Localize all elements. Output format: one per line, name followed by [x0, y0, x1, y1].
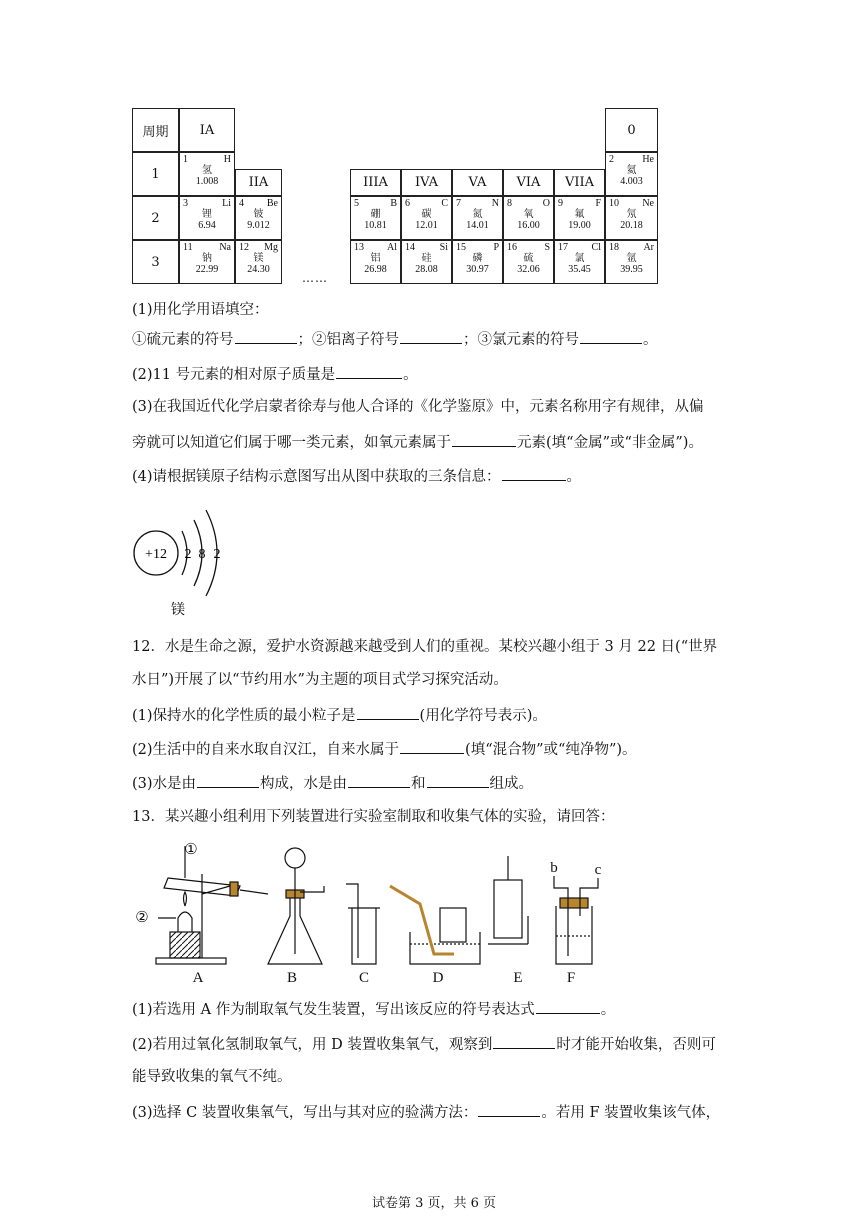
element-symbol: Mg [264, 242, 278, 253]
atomic-mass: 39.95 [620, 264, 643, 275]
period-header: 周期 [132, 108, 179, 152]
q12-part3: (3)水是由 构成，水是由 和 组成。 [132, 773, 533, 794]
group-iiia-header: IIIA [350, 169, 401, 196]
element-cell-c [401, 196, 452, 240]
group-ia-header: IA [179, 108, 235, 152]
atomic-number: 12 [239, 242, 249, 253]
atomic-mass: 35.45 [568, 264, 591, 275]
apparatus-label: A [192, 970, 204, 986]
shell-electrons: 2 [184, 547, 192, 562]
page-footer: 试卷第 3 页，共 6 页 [371, 1196, 497, 1211]
element-name: 硅 [421, 253, 432, 264]
q11-part4: (4)请根据镁原子结构示意图写出从图中获取的三条信息： 。 [132, 466, 581, 487]
apparatus-label: D [432, 970, 444, 986]
q12-part2: (2)生活中的自来水取自汉江，自来水属于 (填“混合物”或“纯净物”)。 [132, 739, 637, 760]
q12-line2: 水日”)开展了以“节约用水”为主题的项目式学习探究活动。 [132, 672, 508, 688]
atomic-number: 14 [405, 242, 415, 253]
group-iva-header: IVA [401, 169, 452, 196]
element-symbol: P [493, 242, 499, 253]
group-viia-header: VIIA [554, 169, 605, 196]
atomic-mass: 26.98 [364, 264, 387, 275]
element-name: 氩 [626, 253, 637, 264]
answer-blank[interactable] [400, 739, 464, 754]
atomic-mass: 10.81 [364, 220, 387, 231]
element-symbol: Li [222, 198, 231, 209]
period-label: 2 [132, 196, 179, 240]
element-cell-mg [235, 240, 282, 284]
element-cell-h [179, 152, 235, 196]
q11-part1: (1)用化学用语填空： [132, 302, 269, 318]
apparatus-marker: ② [135, 910, 149, 926]
apparatus-marker: ① [184, 842, 198, 858]
atomic-number: 15 [456, 242, 466, 253]
element-name: 镁 [253, 253, 264, 264]
atomic-mass: 6.94 [198, 220, 216, 231]
element-name: 氮 [472, 209, 483, 220]
apparatus-label: C [358, 970, 370, 986]
table-ellipsis: …… [302, 271, 328, 285]
period-label: 1 [132, 152, 179, 196]
atomic-number: 16 [507, 242, 517, 253]
q12-part1: (1)保持水的化学性质的最小粒子是 (用化学符号表示)。 [132, 705, 547, 726]
lab-apparatus-diagram [128, 836, 628, 986]
atomic-number: 11 [183, 242, 193, 253]
answer-blank[interactable] [452, 432, 516, 447]
atomic-mass: 30.97 [466, 264, 489, 275]
element-cell-n [452, 196, 503, 240]
element-symbol: C [441, 198, 448, 209]
element-cell-li [179, 196, 235, 240]
element-cell-si [401, 240, 452, 284]
element-symbol: F [595, 198, 601, 209]
apparatus-label: E [513, 970, 523, 986]
element-cell-f [554, 196, 605, 240]
answer-blank[interactable] [348, 773, 410, 788]
element-cell-s [503, 240, 554, 284]
atomic-number: 2 [609, 154, 614, 165]
group-via-header: VIA [503, 169, 554, 196]
element-name: 铝 [370, 253, 381, 264]
atomic-mass: 12.01 [415, 220, 438, 231]
element-name: 钠 [202, 253, 212, 264]
element-symbol: Na [219, 242, 231, 253]
element-cell-p [452, 240, 503, 284]
element-symbol: Si [439, 242, 448, 253]
element-cell-o [503, 196, 554, 240]
element-cell-ar [605, 240, 658, 284]
apparatus-label: B [286, 970, 298, 986]
answer-blank[interactable] [197, 773, 259, 788]
atomic-number: 9 [558, 198, 563, 209]
atomic-mass: 20.18 [620, 220, 643, 231]
element-name: 氯 [574, 253, 585, 264]
atomic-number: 3 [183, 198, 188, 209]
element-symbol: Ar [643, 242, 654, 253]
element-symbol: H [223, 154, 231, 165]
answer-blank[interactable] [427, 773, 489, 788]
atomic-number: 4 [239, 198, 244, 209]
element-cell-be [235, 196, 282, 240]
element-symbol: B [390, 198, 397, 209]
element-symbol: S [544, 242, 550, 253]
atomic-number: 17 [558, 242, 568, 253]
element-cell-ne [605, 196, 658, 240]
port-label: c [594, 862, 602, 878]
element-cell-na [179, 240, 235, 284]
q13-line1: 13．某兴趣小组利用下列装置进行实验室制取和收集气体的实验，请回答： [132, 809, 615, 825]
element-symbol: Ne [642, 198, 654, 209]
element-name: 氟 [574, 209, 585, 220]
element-symbol: Be [266, 198, 278, 209]
element-name: 铍 [253, 209, 264, 220]
q13-part1: (1)若选用 A 作为制取氧气发生装置，写出该反应的符号表达式 。 [132, 999, 615, 1020]
periodic-table [132, 108, 658, 284]
atomic-mass: 14.01 [466, 220, 489, 231]
q11-part2: (2)11 号元素的相对原子质量是 。 [132, 364, 418, 385]
answer-blank[interactable] [478, 1102, 540, 1117]
answer-blank[interactable] [502, 466, 566, 481]
element-symbol: N [491, 198, 499, 209]
element-cell-b [350, 196, 401, 240]
answer-blank[interactable] [400, 329, 462, 344]
group-0-header: 0 [605, 108, 658, 152]
element-name: 氧 [523, 209, 534, 220]
shell-electrons: 2 [213, 547, 221, 562]
atomic-number: 13 [354, 242, 364, 253]
answer-blank[interactable] [336, 364, 402, 379]
atom-label: 镁 [171, 602, 185, 618]
element-name: 氖 [626, 209, 637, 220]
atomic-number: 7 [456, 198, 461, 209]
atomic-number: 18 [609, 242, 619, 253]
element-cell-al [350, 240, 401, 284]
stand-base [156, 958, 226, 964]
period-label: 3 [132, 240, 179, 284]
element-name: 碳 [421, 209, 432, 220]
magnesium-atom-diagram [128, 498, 238, 623]
atomic-mass: 9.012 [247, 220, 270, 231]
atomic-mass: 28.08 [415, 264, 438, 275]
port-label: b [550, 860, 558, 876]
atomic-mass: 19.00 [568, 220, 591, 231]
element-name: 氢 [202, 165, 212, 176]
element-name: 锂 [202, 209, 212, 220]
atomic-mass: 4.003 [620, 176, 643, 187]
element-name: 磷 [472, 253, 483, 264]
q13-part3: (3)选择 C 装置收集氧气，写出与其对应的验满方法： 。若用 F 装置收集该气体， [132, 1102, 720, 1123]
q11-part1-blanks: ①硫元素的符号 ；②铝离子符号 ；③氯元素的符号 。 [132, 329, 658, 350]
atomic-number: 8 [507, 198, 512, 209]
atomic-mass: 1.008 [195, 176, 219, 187]
q11-part3-line1: (3)在我国近代化学启蒙者徐寿与他人合译的《化学鉴原》中，元素名称用字有规律，从偏 [132, 399, 704, 415]
apparatus-label: F [566, 970, 576, 986]
answer-blank[interactable] [536, 999, 600, 1014]
element-symbol: Al [387, 242, 397, 253]
atom-nucleus: +12 [145, 547, 167, 562]
element-symbol: Cl [591, 242, 601, 253]
q12-line1: 12．水是生命之源，爱护水资源越来越受到人们的重视。某校兴趣小组于 3 月 22 日(“世界 [132, 639, 718, 655]
atomic-mass: 32.06 [517, 264, 540, 275]
atomic-mass: 22.99 [195, 264, 219, 275]
answer-blank[interactable] [580, 329, 642, 344]
q13-part2-line2: 能导致收集的氧气不纯。 [132, 1069, 292, 1085]
atomic-number: 10 [609, 198, 619, 209]
element-cell-he [605, 152, 658, 196]
atomic-number: 6 [405, 198, 410, 209]
answer-blank[interactable] [493, 1034, 555, 1049]
element-cell-cl [554, 240, 605, 284]
element-name: 硼 [370, 209, 381, 220]
group-va-header: VA [452, 169, 503, 196]
atomic-number: 5 [354, 198, 359, 209]
element-symbol: O [542, 198, 550, 209]
atomic-mass: 24.30 [247, 264, 270, 275]
answer-blank[interactable] [357, 705, 419, 720]
answer-blank[interactable] [235, 329, 297, 344]
group-iia-header: IIA [235, 169, 282, 196]
shell-electrons: 8 [198, 547, 206, 562]
element-symbol: He [642, 154, 654, 165]
q11-part3-line2: 旁就可以知道它们属于哪一类元素，如氧元素属于 元素(填“金属”或“非金属”)。 [132, 432, 703, 453]
element-name: 氦 [626, 165, 637, 176]
atomic-mass: 16.00 [517, 220, 540, 231]
atomic-number: 1 [183, 154, 188, 165]
q13-part2-line1: (2)若用过氧化氢制取氧气，用 D 装置收集氧气，观察到 时才能开始收集，否则可 [132, 1034, 716, 1055]
element-name: 硫 [523, 253, 534, 264]
